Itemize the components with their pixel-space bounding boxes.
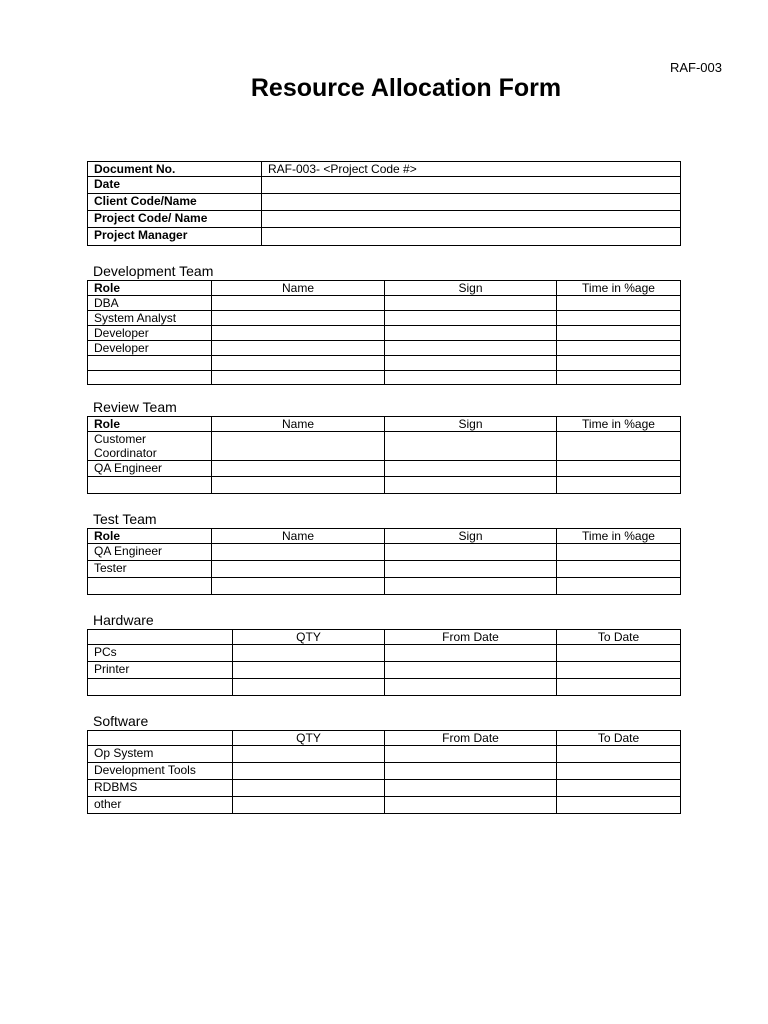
table-header-row	[88, 731, 681, 746]
header-info-table	[87, 161, 681, 246]
time-cell[interactable]	[557, 296, 681, 311]
column-header: To Date	[557, 630, 681, 645]
table-row	[88, 461, 681, 477]
from-date-cell[interactable]	[385, 797, 557, 814]
qty-cell[interactable]	[233, 746, 385, 763]
item-cell: Op System	[88, 746, 233, 763]
header-label: Date	[88, 177, 262, 194]
section-title-hardware: Hardware	[93, 612, 154, 628]
role-cell: System Analyst	[88, 311, 212, 326]
table-header-row	[88, 417, 681, 432]
header-row	[88, 162, 681, 177]
column-header: From Date	[385, 630, 557, 645]
table-row	[88, 341, 681, 356]
time-cell[interactable]	[557, 326, 681, 341]
table-header-row	[88, 630, 681, 645]
qty-cell[interactable]	[233, 645, 385, 662]
table-row	[88, 679, 681, 696]
from-date-cell[interactable]	[385, 662, 557, 679]
to-date-cell[interactable]	[557, 797, 681, 814]
name-cell[interactable]	[212, 356, 385, 371]
table-row	[88, 746, 681, 763]
to-date-cell[interactable]	[557, 645, 681, 662]
to-date-cell[interactable]	[557, 780, 681, 797]
to-date-cell[interactable]	[557, 763, 681, 780]
header-label: Document No.	[88, 162, 262, 177]
column-header: QTY	[233, 630, 385, 645]
time-cell[interactable]	[557, 432, 681, 461]
time-cell[interactable]	[557, 578, 681, 595]
item-cell: Printer	[88, 662, 233, 679]
column-header: Time in %age	[557, 529, 681, 544]
role-cell: Customer Coordinator	[88, 432, 212, 461]
name-cell[interactable]	[212, 477, 385, 494]
table-row	[88, 645, 681, 662]
role-cell: DBA	[88, 296, 212, 311]
role-cell[interactable]	[88, 578, 212, 595]
section-title-software: Software	[93, 713, 149, 729]
column-header: Time in %age	[557, 417, 681, 432]
test-team-table	[87, 528, 681, 595]
column-header: Role	[88, 529, 212, 544]
table-row	[88, 296, 681, 311]
table-row	[88, 797, 681, 814]
qty-cell[interactable]	[233, 679, 385, 696]
header-row	[88, 211, 681, 228]
from-date-cell[interactable]	[385, 763, 557, 780]
column-header: Name	[212, 529, 385, 544]
table-row	[88, 311, 681, 326]
role-cell: QA Engineer	[88, 544, 212, 561]
column-header: Name	[212, 281, 385, 296]
item-cell: RDBMS	[88, 780, 233, 797]
section-title-review-team: Review Team	[93, 399, 177, 415]
qty-cell[interactable]	[233, 780, 385, 797]
sign-cell[interactable]	[385, 371, 557, 385]
sign-cell[interactable]	[385, 296, 557, 311]
section-title-test-team: Test Team	[93, 511, 157, 527]
to-date-cell[interactable]	[557, 746, 681, 763]
sign-cell[interactable]	[385, 461, 557, 477]
role-cell[interactable]	[88, 371, 212, 385]
time-cell[interactable]	[557, 477, 681, 494]
sign-cell[interactable]	[385, 477, 557, 494]
time-cell[interactable]	[557, 311, 681, 326]
name-cell[interactable]	[212, 432, 385, 461]
name-cell[interactable]	[212, 296, 385, 311]
table-row	[88, 432, 681, 461]
sign-cell[interactable]	[385, 326, 557, 341]
software-table	[87, 730, 681, 814]
qty-cell[interactable]	[233, 662, 385, 679]
header-label: Project Code/ Name	[88, 211, 262, 228]
from-date-cell[interactable]	[385, 645, 557, 662]
table-row	[88, 371, 681, 385]
date-field[interactable]	[262, 177, 681, 194]
item-cell[interactable]	[88, 679, 233, 696]
section-title-development-team: Development Team	[93, 263, 214, 279]
column-header: Role	[88, 417, 212, 432]
table-row	[88, 578, 681, 595]
column-header: Role	[88, 281, 212, 296]
project-manager-field[interactable]	[262, 228, 681, 246]
table-row	[88, 477, 681, 494]
name-cell[interactable]	[212, 561, 385, 578]
header-row	[88, 177, 681, 194]
name-cell[interactable]	[212, 326, 385, 341]
time-cell[interactable]	[557, 371, 681, 385]
time-cell[interactable]	[557, 561, 681, 578]
item-cell: PCs	[88, 645, 233, 662]
from-date-cell[interactable]	[385, 679, 557, 696]
name-cell[interactable]	[212, 371, 385, 385]
column-header	[88, 630, 233, 645]
document-code: RAF-003	[669, 60, 722, 75]
name-cell[interactable]	[212, 544, 385, 561]
sign-cell[interactable]	[385, 341, 557, 356]
sign-cell[interactable]	[385, 432, 557, 461]
name-cell[interactable]	[212, 461, 385, 477]
client-code-field[interactable]	[262, 194, 681, 211]
role-cell: Tester	[88, 561, 212, 578]
role-cell[interactable]	[88, 477, 212, 494]
page-title: Resource Allocation Form	[250, 74, 562, 102]
sign-cell[interactable]	[385, 356, 557, 371]
time-cell[interactable]	[557, 461, 681, 477]
role-cell[interactable]	[88, 356, 212, 371]
role-cell: Developer	[88, 341, 212, 356]
table-row	[88, 561, 681, 578]
role-cell: Developer	[88, 326, 212, 341]
item-cell: Development Tools	[88, 763, 233, 780]
table-row	[88, 763, 681, 780]
to-date-cell[interactable]	[557, 679, 681, 696]
table-header-row	[88, 281, 681, 296]
sign-cell[interactable]	[385, 561, 557, 578]
sign-cell[interactable]	[385, 578, 557, 595]
column-header: Name	[212, 417, 385, 432]
time-cell[interactable]	[557, 341, 681, 356]
column-header: From Date	[385, 731, 557, 746]
role-cell: QA Engineer	[88, 461, 212, 477]
column-header: QTY	[233, 731, 385, 746]
item-cell: other	[88, 797, 233, 814]
from-date-cell[interactable]	[385, 780, 557, 797]
table-row	[88, 780, 681, 797]
qty-cell[interactable]	[233, 797, 385, 814]
table-row	[88, 544, 681, 561]
header-row	[88, 228, 681, 246]
table-row	[88, 356, 681, 371]
column-header: Sign	[385, 417, 557, 432]
sign-cell[interactable]	[385, 544, 557, 561]
column-header: To Date	[557, 731, 681, 746]
from-date-cell[interactable]	[385, 746, 557, 763]
column-header: Sign	[385, 529, 557, 544]
table-header-row	[88, 529, 681, 544]
header-row	[88, 194, 681, 211]
sign-cell[interactable]	[385, 311, 557, 326]
document-number-field[interactable]: RAF-003- <Project Code #>	[262, 162, 681, 177]
column-header: Time in %age	[557, 281, 681, 296]
table-row	[88, 662, 681, 679]
name-cell[interactable]	[212, 578, 385, 595]
project-code-field[interactable]	[262, 211, 681, 228]
name-cell[interactable]	[212, 341, 385, 356]
time-cell[interactable]	[557, 356, 681, 371]
to-date-cell[interactable]	[557, 662, 681, 679]
time-cell[interactable]	[557, 544, 681, 561]
development-team-table	[87, 280, 681, 385]
table-row	[88, 326, 681, 341]
qty-cell[interactable]	[233, 763, 385, 780]
header-label: Project Manager	[88, 228, 262, 246]
header-label: Client Code/Name	[88, 194, 262, 211]
hardware-table	[87, 629, 681, 696]
column-header	[88, 731, 233, 746]
name-cell[interactable]	[212, 311, 385, 326]
column-header: Sign	[385, 281, 557, 296]
review-team-table	[87, 416, 681, 494]
